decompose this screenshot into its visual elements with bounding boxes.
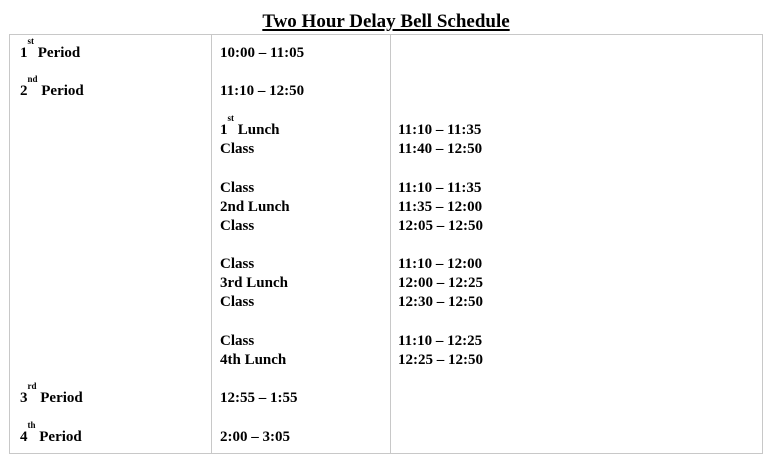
lunch-row-label: 3rd Lunch: [220, 275, 288, 291]
lunch-row-label: Class: [220, 294, 255, 310]
lunch-row-time: 11:10 – 12:00: [398, 256, 483, 272]
schedule-table: [9, 34, 763, 454]
period-label: 1st Period: [20, 36, 81, 61]
period-label: 2nd Period: [20, 74, 84, 99]
lunch-row-label: Class: [220, 333, 255, 349]
lunch-row-time: 11:10 – 11:35: [398, 122, 482, 138]
period-time: 11:10 – 12:50: [220, 83, 305, 99]
period-label: 3rd Period: [20, 381, 83, 406]
lunch-row-label: Class: [220, 256, 255, 272]
lunch-row-time: 12:25 – 12:50: [398, 352, 483, 368]
period-time: 2:00 – 3:05: [220, 429, 290, 445]
period-time: 10:00 – 11:05: [220, 45, 305, 61]
lunch-row-time: 11:10 – 11:35: [398, 180, 482, 196]
lunch-row-time: 11:10 – 12:25: [398, 333, 483, 349]
lunch-row-label: 4th Lunch: [220, 352, 287, 368]
lunch-row-time: 12:30 – 12:50: [398, 294, 483, 310]
lunch-row-time: 11:35 – 12:00: [398, 199, 483, 215]
column-divider: [390, 35, 391, 453]
lunch-row-label: 1st Lunch: [220, 113, 280, 138]
column-divider: [211, 35, 212, 453]
lunch-row-label: Class: [220, 180, 255, 196]
lunch-row-time: 12:00 – 12:25: [398, 275, 483, 291]
period-label: 4th Period: [20, 420, 82, 445]
lunch-row-label: 2nd Lunch: [220, 199, 290, 215]
lunch-row-time: 12:05 – 12:50: [398, 218, 483, 234]
lunch-row-label: Class: [220, 218, 255, 234]
lunch-row-label: Class: [220, 141, 255, 157]
period-time: 12:55 – 1:55: [220, 390, 298, 406]
page-title: Two Hour Delay Bell Schedule: [262, 11, 510, 32]
lunch-row-time: 11:40 – 12:50: [398, 141, 483, 157]
